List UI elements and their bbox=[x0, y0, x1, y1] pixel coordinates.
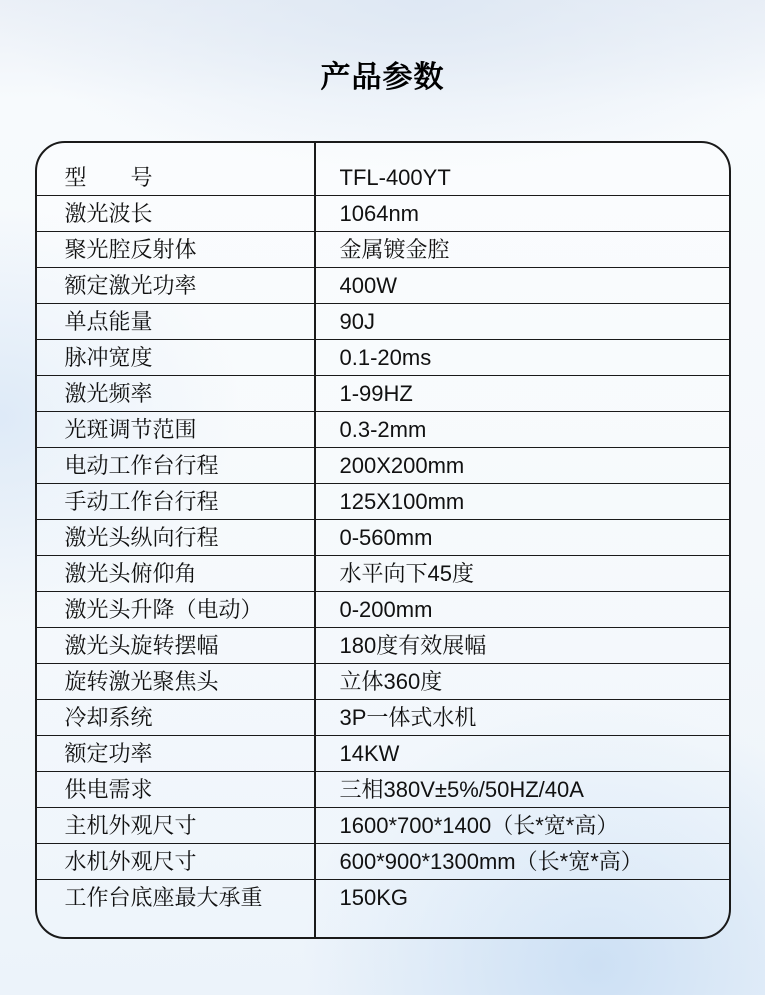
spec-label: 电动工作台行程 bbox=[64, 452, 219, 478]
spec-label: 手动工作台行程 bbox=[64, 488, 219, 514]
spec-row bbox=[37, 808, 729, 844]
spec-row bbox=[37, 376, 729, 412]
spec-row bbox=[37, 556, 729, 592]
spec-rows bbox=[37, 160, 729, 916]
spec-label: 供电需求 bbox=[64, 776, 153, 802]
spec-value: 0.3-2mm bbox=[339, 416, 427, 442]
spec-value: TFL-400YT bbox=[339, 164, 451, 190]
spec-row bbox=[37, 412, 729, 448]
spec-label: 型 号 bbox=[64, 164, 153, 190]
spec-row bbox=[37, 520, 729, 556]
column-divider bbox=[314, 143, 316, 937]
spec-value: 0-560mm bbox=[339, 524, 433, 550]
spec-value: 14KW bbox=[339, 740, 400, 766]
spec-row bbox=[37, 268, 729, 304]
spec-value: 180度有效展幅 bbox=[339, 632, 487, 658]
spec-value: 0-200mm bbox=[339, 596, 433, 622]
spec-row bbox=[37, 628, 729, 664]
spec-value: 1600*700*1400（长*宽*高） bbox=[339, 812, 619, 838]
spec-label: 激光头升降（电动） bbox=[64, 596, 263, 622]
spec-row bbox=[37, 880, 729, 916]
spec-row bbox=[37, 772, 729, 808]
spec-value: 3P一体式水机 bbox=[339, 704, 477, 730]
spec-row bbox=[37, 484, 729, 520]
spec-value: 1-99HZ bbox=[339, 380, 413, 406]
spec-label: 激光头旋转摆幅 bbox=[64, 632, 219, 658]
spec-value: 0.1-20ms bbox=[339, 344, 432, 370]
spec-label: 额定激光功率 bbox=[64, 272, 197, 298]
spec-value: 600*900*1300mm（长*宽*高） bbox=[339, 848, 643, 874]
spec-label: 激光头纵向行程 bbox=[64, 524, 219, 550]
spec-row bbox=[37, 448, 729, 484]
spec-label: 旋转激光聚焦头 bbox=[64, 668, 219, 694]
spec-label: 单点能量 bbox=[64, 308, 153, 334]
spec-value: 200X200mm bbox=[339, 452, 465, 478]
spec-label: 激光频率 bbox=[64, 380, 153, 406]
spec-row bbox=[37, 700, 729, 736]
spec-label: 光斑调节范围 bbox=[64, 416, 197, 442]
spec-value: 金属镀金腔 bbox=[339, 236, 450, 262]
spec-row bbox=[37, 160, 729, 196]
spec-row bbox=[37, 664, 729, 700]
spec-label: 额定功率 bbox=[64, 740, 153, 766]
spec-label: 激光头俯仰角 bbox=[64, 560, 197, 586]
spec-value: 三相380V±5%/50HZ/40A bbox=[339, 776, 584, 802]
spec-value: 立体360度 bbox=[339, 668, 443, 694]
spec-label: 工作台底座最大承重 bbox=[64, 885, 263, 910]
spec-label: 脉冲宽度 bbox=[64, 344, 153, 370]
spec-label: 聚光腔反射体 bbox=[64, 236, 197, 262]
spec-value: 125X100mm bbox=[339, 488, 465, 514]
spec-row bbox=[37, 592, 729, 628]
spec-label: 激光波长 bbox=[64, 200, 153, 226]
spec-row bbox=[37, 196, 729, 232]
spec-value: 90J bbox=[339, 308, 375, 334]
spec-value: 150KG bbox=[339, 885, 408, 910]
spec-table bbox=[35, 141, 731, 939]
spec-row bbox=[37, 232, 729, 268]
spec-label: 冷却系统 bbox=[64, 704, 153, 730]
spec-value: 400W bbox=[339, 272, 397, 298]
spec-row bbox=[37, 844, 729, 880]
spec-row bbox=[37, 304, 729, 340]
spec-label: 主机外观尺寸 bbox=[64, 812, 197, 838]
spec-value: 1064nm bbox=[339, 200, 420, 226]
spec-value: 水平向下45度 bbox=[339, 560, 474, 586]
spec-row bbox=[37, 340, 729, 376]
spec-row bbox=[37, 736, 729, 772]
spec-label: 水机外观尺寸 bbox=[64, 848, 197, 874]
page-title: 产品参数 bbox=[320, 61, 445, 94]
